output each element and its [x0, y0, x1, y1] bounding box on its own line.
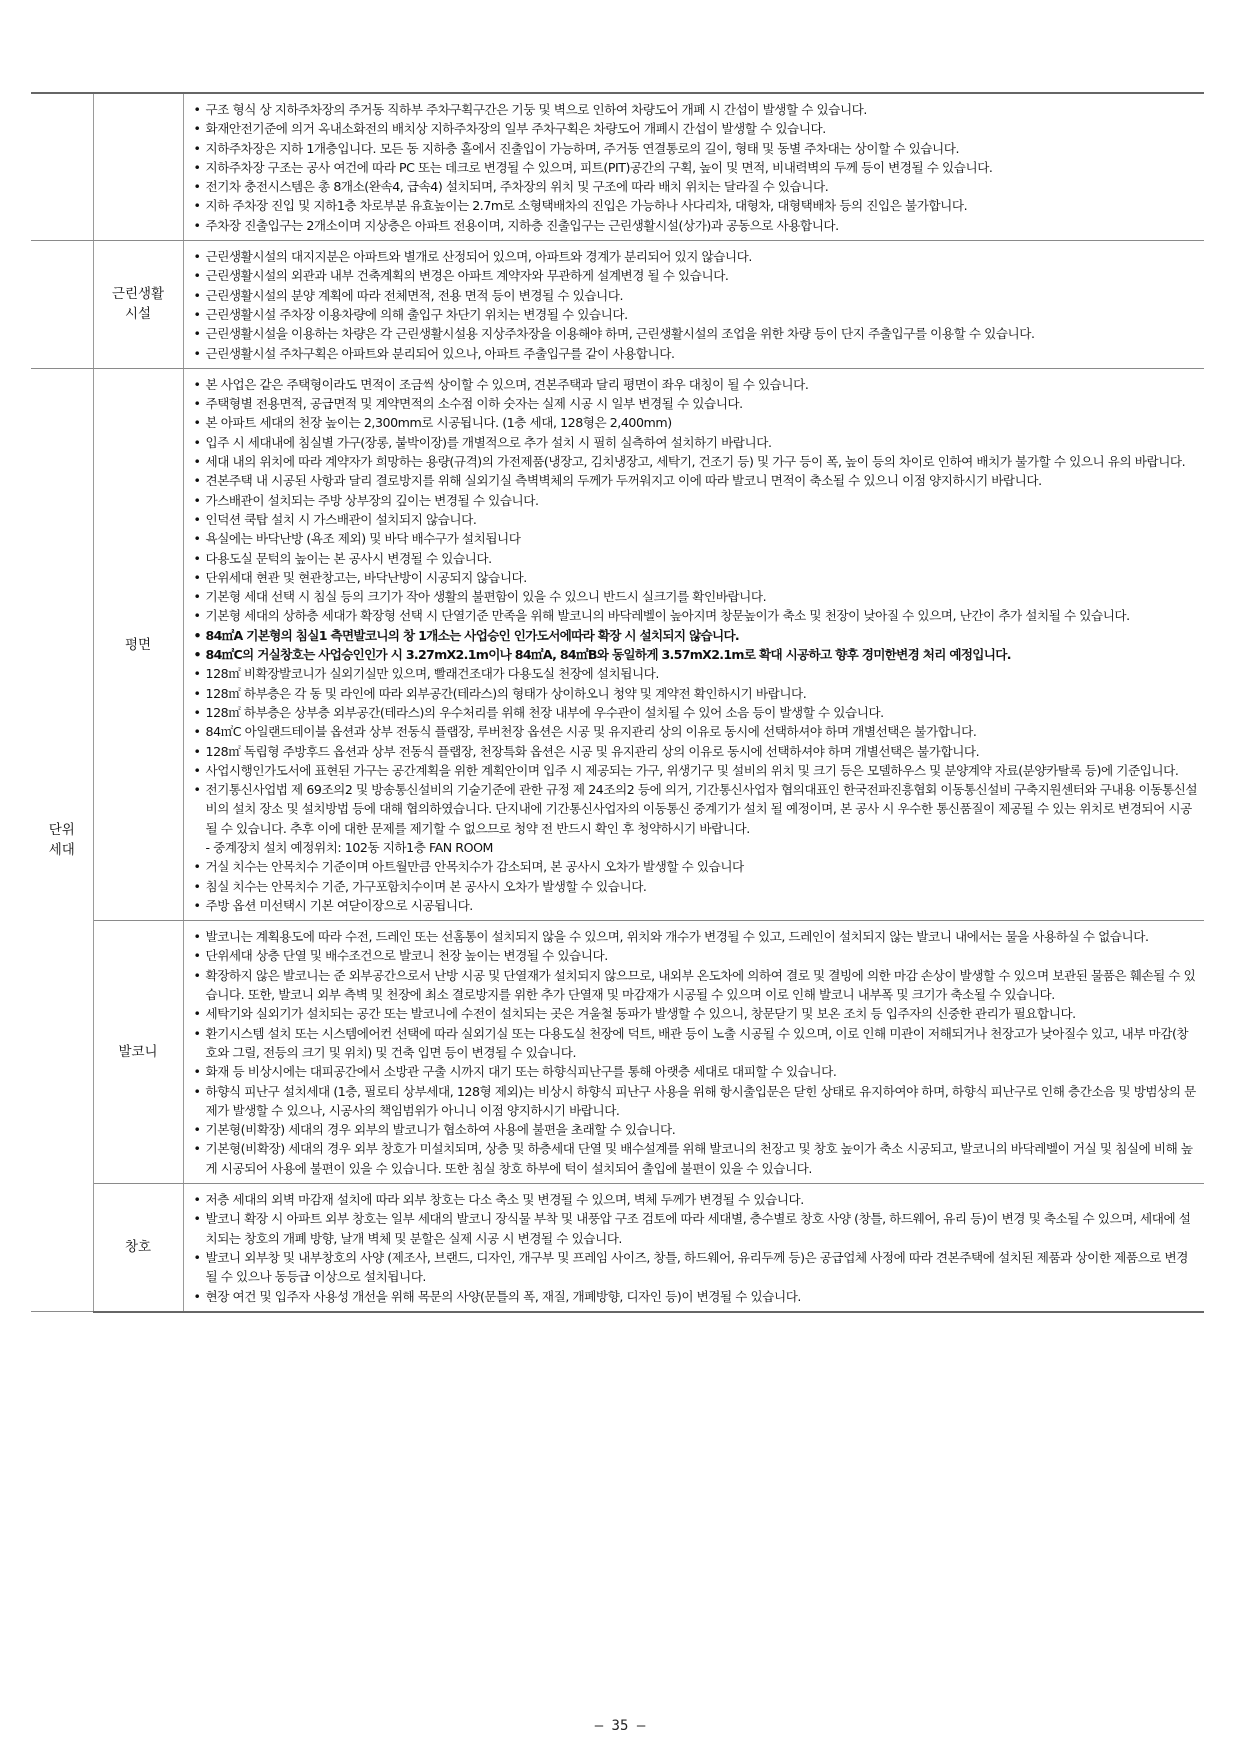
list-item: • 세탁기와 실외기가 설치되는 공간 또는 발코니에 수전이 설치되는 곳은 겨울철 동파가 발생할 수 있으니, 창문닫기 및 보온 조치 등 입주자의 신중한 관리가 필요합니다. — [192, 1004, 1199, 1023]
list-item: • 전기차 충전시스템은 총 8개소(완속4, 급속4) 설치되며, 주차장의 위치 및 구조에 따라 배치 위치는 달라질 수 있습니다. — [192, 177, 1199, 196]
list-item: • 84㎡C 아일랜드테이블 옵션과 상부 전동식 플랩장, 루버천장 옵션은 시공 및 유지관리 상의 이유로 동시에 선택하셔야 하며 개별선택은 불가합니다. — [192, 722, 1199, 741]
category-label-unit — [31, 368, 93, 1311]
list-item: • 견본주택 내 시공된 사항과 달리 결로방지를 위해 실외기실 측벽벽체의 두께가 두꺼워지고 이에 따라 발코니 면적이 축소될 수 있으니 이점 양지하시기 바랍니다. — [192, 471, 1199, 490]
list-item: • 현장 여건 및 입주자 사용성 개선을 위해 목문의 사양(문틀의 폭, 재질, 개폐방향, 디자인 등)이 변경될 수 있습니다. — [192, 1287, 1199, 1306]
content-cell-floorplan — [183, 368, 1204, 920]
list-item: • 거실 치수는 안목치수 기준이며 아트월만큼 안목치수가 감소되며, 본 공사시 오차가 발생할 수 있습니다 — [192, 857, 1199, 876]
subcategory-cell-continued — [93, 93, 183, 241]
content-cell-balcony — [183, 921, 1204, 1184]
list-item: - 중계장치 설치 예정위치: 102동 지하1층 FAN ROOM — [205, 839, 493, 855]
list-item: • 지하주차장 구조는 공사 여건에 따라 PC 또는 데크로 변경될 수 있으며, 피트(PIT)공간의 구획, 높이 및 면적, 비내력벽의 두께 등이 변경될 수 있습니다. — [192, 158, 1199, 177]
list-item: • 84㎡C의 거실창호는 사업승인인가 시 3.27mX2.1m이나 84㎡A, 84㎡B와 동일하게 3.57mX2.1m로 확대 시공하고 향후 경미한변경 처리 예정입니다. — [192, 645, 1199, 664]
list-item: • 가스배관이 설치되는 주방 상부장의 깊이는 변경될 수 있습니다. — [192, 491, 1199, 510]
list-item: • 지하주차장은 지하 1개층입니다. 모든 동 지하층 홀에서 진출입이 가능하며, 주거동 연결통로의 길이, 형태 및 동별 주차대는 상이할 수 있습니다. — [192, 139, 1199, 158]
list-item: • 화재안전기준에 의거 옥내소화전의 배치상 지하주차장의 일부 주차구획은 차량도어 개폐시 간섭이 발생할 수 있습니다. — [192, 119, 1199, 138]
notice-table — [31, 92, 1204, 1313]
list-item: • 128㎡ 비확장발코니가 실외기실만 있으며, 빨래건조대가 다용도실 천장에 설치됩니다. — [192, 664, 1199, 683]
page-number: – 35 – — [594, 1718, 646, 1734]
list-item: • 주방 옵션 미선택시 기본 여닫이장으로 시공됩니다. — [192, 896, 1199, 915]
list-item: • 욕실에는 바닥난방 (욕조 제외) 및 바닥 배수구가 설치됩니다 — [192, 529, 1199, 548]
table-row-parking — [31, 93, 1204, 241]
list-item: • 128㎡ 하부층은 각 동 및 라인에 따라 외부공간(테라스)의 형태가 상이하오니 청약 및 계약전 확인하시기 바랍니다. — [192, 684, 1199, 703]
list-item: • 환기시스템 설치 또는 시스템에어컨 선택에 따라 실외기실 또는 다용도실 천장에 덕트, 배관 등이 노출 시공될 수 있으며, 이로 인해 미관이 저해되거나 천장고가 낮아질수 있고, 내부 마감(창호와 그릴, 전등의 크기 및 위치) 및 건축 입면 등이 변경될 수 있습니다. — [192, 1024, 1199, 1063]
notice-list-windows — [192, 1190, 1199, 1306]
list-item: • 전기통신사업법 제 69조의2 및 방송통신설비의 기술기준에 관한 규정 제 24조의2 등에 의거, 기간통신사업자 협의대표인 한국전파진흥협회 이동통신설비 구축지원센터와 구내용 이동통신설비의 설치 장소 및 설치방법 등에 대해 협의하였습니다. 단지내에 기간통신사업자의 이동통신 중계기가 설치 될 예정이며, 본 공사 시 우수한 통신품질이 제공될 수 있는 위치로 변경되어 시공될 수 있습니다. 추후 이에 대한 문제를 제기할 수 없으므로 청약 전 반드시 확인 후 청약하시기 바랍니다. — [192, 780, 1199, 838]
notice-list-balcony — [192, 927, 1199, 1178]
subcategory-label-balcony — [93, 921, 183, 1184]
list-item: • 지하 주차장 진입 및 지하1층 차로부분 유효높이는 2.7m로 소형택배차의 진입은 가능하나 사다리차, 대형차, 대형택배차 등의 진입은 불가합니다. — [192, 196, 1199, 215]
list-item: • 기본형 세대의 상하층 세대가 확장형 선택 시 단열기준 만족을 위해 발코니의 바닥레벨이 높아지며 창문높이가 축소 및 천장이 낮아질 수 있으며, 난간이 추가 설치될 수 있습니다. — [192, 606, 1199, 625]
list-item: • 기본형(비확장) 세대의 경우 외부 창호가 미설치되며, 상층 및 하층세대 단열 및 배수설계를 위해 발코니의 천장고 및 창호 높이가 축소 시공되고, 발코니의 바닥레벨이 거실 및 침실에 비해 높게 시공되어 사용에 불편이 있을 수 있습니다. 또한 침실 창호 하부에 턱이 설치되어 출입에 불편이 있을 수 있습니다. — [192, 1139, 1199, 1178]
list-item: • 근린생활시설을 이용하는 차량은 각 근린생활시설용 지상주차장을 이용해야 하며, 근린생활시설의 조업을 위한 차량 등이 단지 주출입구를 이용할 수 있습니다. — [192, 324, 1199, 343]
list-item: • 확장하지 않은 발코니는 준 외부공간으로서 난방 시공 및 단열재가 설치되지 않으므로, 내외부 온도차에 의하여 결로 및 결빙에 의한 마감 손상이 발생할 수 있으며 보관된 물품은 훼손될 수 있습니다. 또한, 발코니 외부 측벽 및 천장에 최소 결로방지를 위한 추가 단열재 및 마감재가 시공될 수 있으며 이로 인해 발코니 내부폭 및 크기가 축소될 수 있습니다. — [192, 966, 1199, 1005]
content-cell-windows — [183, 1184, 1204, 1312]
notice-sheet — [31, 92, 1204, 1313]
content-cell-parking — [183, 93, 1204, 241]
subcategory-label-neighborhood — [93, 241, 183, 369]
list-item: • 세대 내의 위치에 따라 계약자가 희망하는 용량(규격)의 가전제품(냉장고, 김치냉장고, 세탁기, 건조기 등) 및 가구 등이 폭, 높이 등의 차이로 인하여 배치가 불가할 수 있으니 유의 바랍니다. — [192, 452, 1199, 471]
subcategory-label-floorplan — [93, 368, 183, 920]
list-item: • 근린생활시설의 분양 계획에 따라 전체면적, 전용 면적 등이 변경될 수 있습니다. — [192, 286, 1199, 305]
list-item: • 기본형 세대 선택 시 침실 등의 크기가 작아 생활의 불편함이 있을 수 있으니 반드시 실크기를 확인바랍니다. — [192, 587, 1199, 606]
list-item: • 주차장 진출입구는 2개소이며 지상층은 아파트 전용이며, 지하층 진출입구는 근린생활시설(상가)과 공동으로 사용합니다. — [192, 216, 1199, 235]
notice-list-neighborhood — [192, 247, 1199, 363]
subcategory-label-text: 창호 — [124, 1239, 152, 1256]
list-item: • 128㎡ 하부층은 상부층 외부공간(테라스)의 우수처리를 위해 천장 내부에 우수관이 설치될 수 있어 소음 등이 발생할 수 있습니다. — [192, 703, 1199, 722]
list-item: • 근린생활시설 주차구획은 아파트와 분리되어 있으나, 아파트 주출입구를 같이 사용합니다. — [192, 344, 1199, 363]
content-cell-neighborhood — [183, 241, 1204, 369]
table-row-unit-floorplan — [31, 368, 1204, 920]
list-item: • 구조 형식 상 지하주차장의 주거동 직하부 주차구획구간은 기둥 및 벽으로 인하여 차량도어 개폐 시 간섭이 발생할 수 있습니다. — [192, 100, 1199, 119]
list-item: • 침실 치수는 안목치수 기준, 가구포함치수이며 본 공사시 오차가 발생할 수 있습니다. — [192, 877, 1199, 896]
notice-list-floorplan — [192, 375, 1199, 915]
list-item: • 다용도실 문턱의 높이는 본 공사시 변경될 수 있습니다. — [192, 549, 1199, 568]
subcategory-label-text: 발코니 — [118, 1044, 158, 1061]
subcategory-label-text: 근린생활 시설 — [111, 286, 165, 323]
list-item: • 하향식 피난구 설치세대 (1층, 필로티 상부세대, 128형 제외)는 비상시 하향식 피난구 사용을 위해 항시출입문은 닫힌 상태로 유지하여야 하며, 하향식 피난구로 인해 층간소음 및 방범상의 문제가 발생할 수 있으나, 시공사의 책임범위가 아니니 이점 양지하시기 바랍니다. — [192, 1082, 1199, 1121]
table-row-windows — [31, 1184, 1204, 1312]
list-item: • 근린생활시설의 대지지분은 아파트와 별개로 산정되어 있으며, 아파트와 경계가 분리되어 있지 않습니다. — [192, 247, 1199, 266]
list-item: • 발코니 외부창 및 내부창호의 사양 (제조사, 브랜드, 디자인, 개구부 및 프레임 사이즈, 창틀, 하드웨어, 유리두께 등)은 공급업체 사정에 따라 견본주택에 설치된 제품과 상이한 제품으로 변경 될 수 있으나 동등급 이상으로 설치됩니다. — [192, 1248, 1199, 1287]
list-item: • 근린생활시설의 외관과 내부 건축계획의 변경은 아파트 계약자와 무관하게 설계변경 될 수 있습니다. — [192, 266, 1199, 285]
subcategory-label-windows — [93, 1184, 183, 1312]
category-cell-continued-2 — [31, 241, 93, 369]
list-item: • 발코니 확장 시 아파트 외부 창호는 일부 세대의 발코니 장식물 부착 및 내풍압 구조 검토에 따라 세대별, 층수별로 창호 사양 (창틀, 하드웨어, 유리 등)이 변경 및 축소될 수 있으며, 세대에 설치되는 창호의 개폐 방향, 날개 벽체 및 분할은 실제 시공 시 변경될 수 있습니다. — [192, 1209, 1199, 1248]
list-item: • 사업시행인가도서에 표현된 가구는 공간계획을 위한 계획안이며 입주 시 제공되는 가구, 위생기구 및 설비의 위치 및 크기 등은 모델하우스 및 분양계약 자료(분양카탈록 등)에 기준입니다. — [192, 761, 1199, 780]
category-cell-continued — [31, 93, 93, 241]
subcategory-label-text: 평면 — [124, 636, 152, 653]
category-label-text: 단위 세대 — [48, 822, 75, 859]
list-item: • 입주 시 세대내에 침실별 가구(장롱, 붙박이장)를 개별적으로 추가 설치 시 필히 실측하여 설치하기 바랍니다. — [192, 433, 1199, 452]
list-item: • 본 아파트 세대의 천장 높이는 2,300mm로 시공됩니다. (1층 세대, 128형은 2,400mm) — [192, 413, 1199, 432]
list-item: • 84㎡A 기본형의 침실1 측면발코니의 창 1개소는 사업승인 인가도서에따라 확장 시 설치되지 않습니다. — [192, 626, 1199, 645]
list-item: • 인덕션 쿡탑 설치 시 가스배관이 설치되지 않습니다. — [192, 510, 1199, 529]
table-row-balcony — [31, 921, 1204, 1184]
list-item: • 본 사업은 같은 주택형이라도 면적이 조금씩 상이할 수 있으며, 견본주택과 달리 평면이 좌우 대칭이 될 수 있습니다. — [192, 375, 1199, 394]
list-item: • 발코니는 계획용도에 따라 수전, 드레인 또는 선홈통이 설치되지 않을 수 있으며, 위치와 개수가 변경될 수 있고, 드레인이 설치되지 않는 발코니 내에서는 물을 사용하실 수 없습니다. — [192, 927, 1199, 946]
list-item: • 화재 등 비상시에는 대피공간에서 소방관 구출 시까지 대기 또는 하향식피난구를 통해 아랫층 세대로 대피할 수 있습니다. — [192, 1062, 1199, 1081]
list-item: • 단위세대 상층 단열 및 배수조건으로 발코니 천장 높이는 변경될 수 있습니다. — [192, 946, 1199, 965]
list-item: • 주택형별 전용면적, 공급면적 및 계약면적의 소수점 이하 숫자는 실제 시공 시 일부 변경될 수 있습니다. — [192, 394, 1199, 413]
list-item: • 기본형(비확장) 세대의 경우 외부의 발코니가 협소하여 사용에 불편을 초래할 수 있습니다. — [192, 1120, 1199, 1139]
notice-list-parking — [192, 100, 1199, 235]
list-item: • 저층 세대의 외벽 마감재 설치에 따라 외부 창호는 다소 축소 및 변경될 수 있으며, 벽체 두께가 변경될 수 있습니다. — [192, 1190, 1199, 1209]
table-row-neighborhood-facility — [31, 241, 1204, 369]
list-item: • 단위세대 현관 및 현관창고는, 바닥난방이 시공되지 않습니다. — [192, 568, 1199, 587]
list-item: • 128㎡ 독립형 주방후드 옵션과 상부 전동식 플랩장, 천장특화 옵션은 시공 및 유지관리 상의 이유로 동시에 선택하셔야 하며 개별선택은 불가합니다. — [192, 742, 1199, 761]
list-item: • 근린생활시설 주차장 이용차량에 의해 출입구 차단기 위치는 변경될 수 있습니다. — [192, 305, 1199, 324]
